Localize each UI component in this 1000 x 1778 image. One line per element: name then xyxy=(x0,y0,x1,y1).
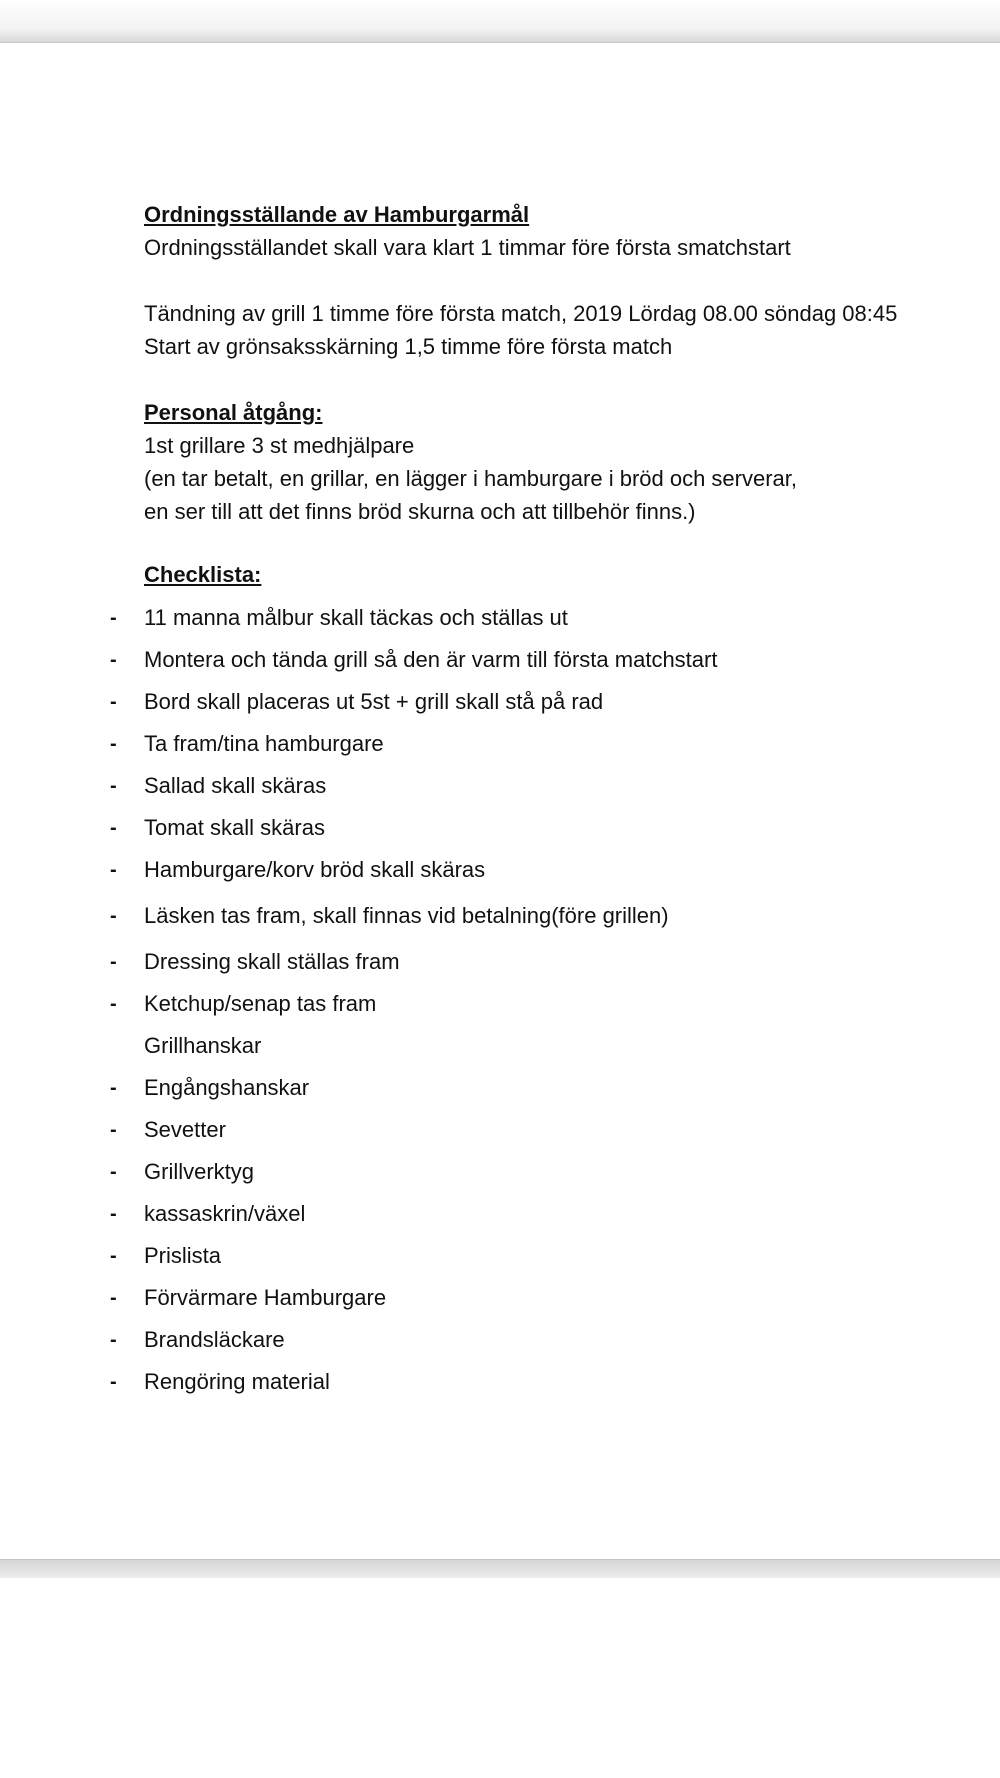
spacer xyxy=(144,264,964,297)
checklist-item xyxy=(110,891,964,941)
checklist-item xyxy=(144,1025,964,1067)
bullet-dash: - xyxy=(110,1371,117,1393)
checklist-item xyxy=(110,681,964,723)
schedule-line: Tändning av grill 1 timme före första match, 2019 Lördag 08.00 söndag 08:45 xyxy=(144,301,898,326)
bullet-dash: - xyxy=(110,649,117,671)
bullet-dash: - xyxy=(110,607,117,629)
bullet-dash: - xyxy=(110,1119,117,1141)
checklist-item xyxy=(110,807,964,849)
checklist-item-text: Sevetter xyxy=(144,1117,226,1142)
bullet-dash: - xyxy=(110,1077,117,1099)
checklist-item-text: Rengöring material xyxy=(144,1369,330,1394)
bullet-dash: - xyxy=(110,1245,117,1267)
spacer xyxy=(144,363,964,396)
bullet-dash: - xyxy=(110,1161,117,1183)
checklist-item xyxy=(110,983,964,1025)
checklist-heading: Checklista: xyxy=(144,562,262,587)
checklist-item-text: Prislista xyxy=(144,1243,222,1268)
bullet-dash: - xyxy=(110,1329,117,1351)
schedule-line: Start av grönsaksskärning 1,5 timme före första match xyxy=(144,334,673,359)
bullet-dash: - xyxy=(110,1203,117,1225)
checklist-item xyxy=(110,1151,964,1193)
checklist-item xyxy=(110,1361,964,1403)
checklist-item-text: Ketchup/senap tas fram xyxy=(144,991,377,1016)
checklist-item-text: Sallad skall skäras xyxy=(144,773,327,798)
checklist-item xyxy=(110,1235,964,1277)
checklist-item xyxy=(110,597,964,639)
checklist-item xyxy=(110,639,964,681)
checklist-item-text: Dressing skall ställas fram xyxy=(144,949,400,974)
bullet-dash: - xyxy=(110,993,117,1015)
checklist-item xyxy=(110,723,964,765)
checklist-item xyxy=(110,1319,964,1361)
intro-text: Ordningsställandet skall vara klart 1 timmar före första smatchstart xyxy=(144,235,791,260)
checklist-item-text: Engångshanskar xyxy=(144,1075,310,1100)
checklist-item-text: Ta fram/tina hamburgare xyxy=(144,731,384,756)
checklist-item-text: Bord skall placeras ut 5st + grill skall stå på rad xyxy=(144,689,604,714)
bullet-dash: - xyxy=(110,691,117,713)
checklist-item-text: Läsken tas fram, skall finnas vid betalning(före grillen) xyxy=(144,903,669,928)
bullet-dash: - xyxy=(110,905,117,927)
checklist-item-text: Grillverktyg xyxy=(144,1159,255,1184)
checklist-item-text: Grillhanskar xyxy=(144,1033,262,1058)
checklist-item-text: 11 manna målbur skall täckas och ställas ut xyxy=(144,605,568,630)
staffing-line: en ser till att det finns bröd skurna och att tillbehör finns.) xyxy=(144,499,696,524)
checklist-item-text: Tomat skall skäras xyxy=(144,815,325,840)
page-bottom-edge xyxy=(0,1559,1000,1578)
bullet-dash: - xyxy=(110,733,117,755)
document-page xyxy=(0,43,1000,1558)
page-top-edge xyxy=(0,0,1000,43)
staffing-line: 1st grillare 3 st medhjälpare xyxy=(144,433,415,458)
staffing-line: (en tar betalt, en grillar, en lägger i hamburgare i bröd och serverar, xyxy=(144,466,798,491)
bullet-dash: - xyxy=(110,1287,117,1309)
document-content xyxy=(110,198,964,1403)
checklist-item-text: Förvärmare Hamburgare xyxy=(144,1285,387,1310)
bullet-dash: - xyxy=(110,859,117,881)
checklist-item xyxy=(110,1277,964,1319)
checklist-item-text: kassaskrin/växel xyxy=(144,1201,306,1226)
checklist-item xyxy=(110,941,964,983)
staffing-heading: Personal åtgång: xyxy=(144,400,323,425)
checklist xyxy=(110,597,964,1403)
spacer xyxy=(144,528,964,558)
checklist-item-text: Hamburgare/korv bröd skall skäras xyxy=(144,857,486,882)
document-title: Ordningsställande av Hamburgarmål xyxy=(144,202,530,227)
checklist-item xyxy=(110,1193,964,1235)
checklist-item xyxy=(110,849,964,891)
bullet-dash: - xyxy=(110,775,117,797)
checklist-item xyxy=(110,1109,964,1151)
checklist-item-text: Montera och tända grill så den är varm till första matchstart xyxy=(144,647,718,672)
checklist-item xyxy=(110,765,964,807)
checklist-item-text: Brandsläckare xyxy=(144,1327,285,1352)
bullet-dash: - xyxy=(110,817,117,839)
checklist-item xyxy=(110,1067,964,1109)
bullet-dash: - xyxy=(110,951,117,973)
